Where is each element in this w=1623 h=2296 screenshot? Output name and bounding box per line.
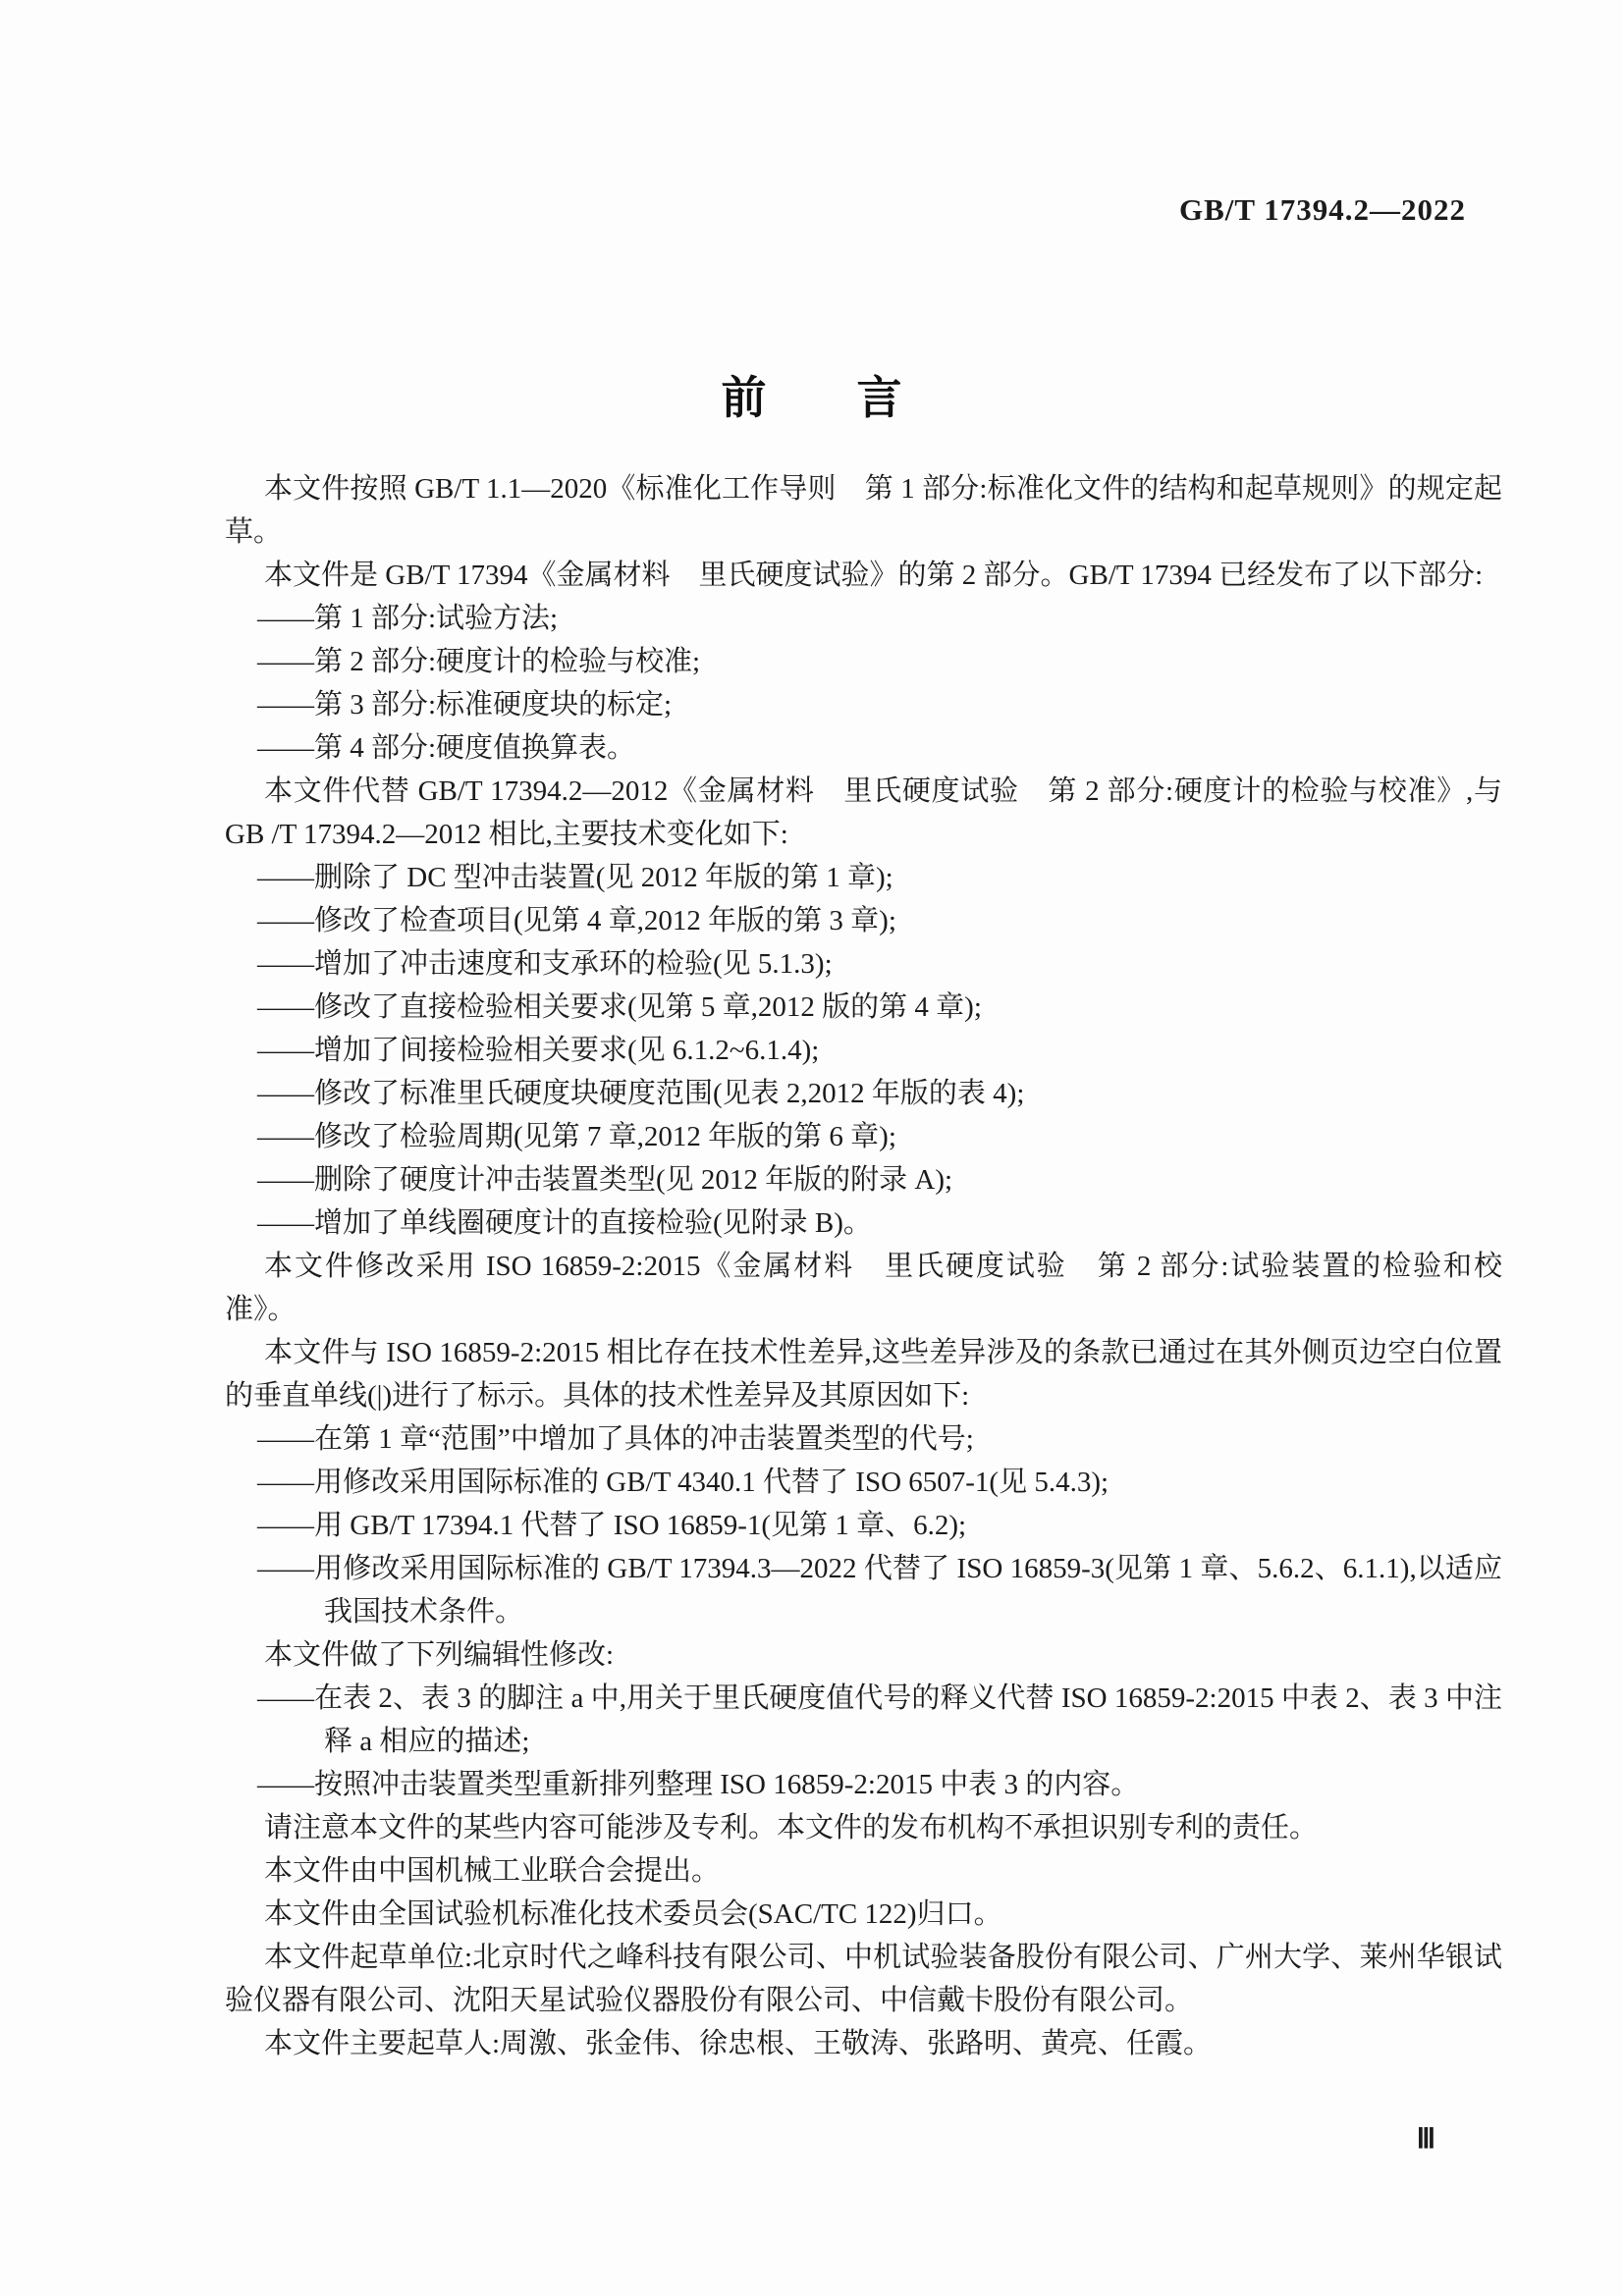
foreword-list-item: ——在表 2、表 3 的脚注 a 中,用关于里氏硬度值代号的释义代替 ISO 16859-2:2015 中表 2、表 3 中注释 a 相应的描述; xyxy=(257,1682,1502,1757)
foreword-list-item: ——用修改采用国际标准的 GB/T 17394.3—2022 代替了 ISO 16859-3(见第 1 章、5.6.2、6.1.1),以适应我国技术条件。 xyxy=(257,1553,1503,1628)
foreword-paragraph: 本文件做了下列编辑性修改: xyxy=(264,1639,615,1671)
foreword-list-item: ——删除了硬度计冲击装置类型(见 2012 年版的附录 A); xyxy=(257,1164,953,1196)
foreword-list-item: ——增加了间接检验相关要求(见 6.1.2~6.1.4); xyxy=(257,1035,820,1066)
foreword-paragraph: 本文件与 ISO 16859-2:2015 相比存在技术性差异,这些差异涉及的条款已通过在其外侧页边空白位置的垂直单线(|)进行了标示。具体的技术性差异及其原因如下: xyxy=(225,1337,1502,1412)
foreword-paragraph: 本文件起草单位:北京时代之峰科技有限公司、中机试验装备股份有限公司、广州大学、莱州华银试验仪器有限公司、沈阳天星试验仪器股份有限公司、中信戴卡股份有限公司。 xyxy=(225,1942,1502,2016)
document-number: GB/T 17394.2—2022 xyxy=(1178,192,1466,227)
foreword-list-item: ——用修改采用国际标准的 GB/T 4340.1 代替了 ISO 6507-1(见 5.4.3); xyxy=(257,1467,1109,1498)
foreword-paragraph: 本文件是 GB/T 17394《金属材料 里氏硬度试验》的第 2 部分。GB/T 17394 已经发布了以下部分: xyxy=(264,560,1484,591)
foreword-list-item: ——修改了检查项目(见第 4 章,2012 年版的第 3 章); xyxy=(257,905,896,936)
foreword-list-item: ——按照冲击装置类型重新排列整理 ISO 16859-2:2015 中表 3 的内容。 xyxy=(257,1769,1140,1800)
foreword-list-item: ——增加了单线圈硬度计的直接检验(见附录 B)。 xyxy=(257,1207,872,1239)
foreword-list-item: ——第 2 部分:硬度计的检验与校准; xyxy=(257,646,701,677)
page-number: Ⅲ xyxy=(1416,2124,1435,2155)
foreword-paragraph: 本文件修改采用 ISO 16859-2:2015《金属材料 里氏硬度试验 第 2 部分:试验装置的检验和校准》。 xyxy=(225,1251,1502,1325)
foreword-list-item: ——修改了标准里氏硬度块硬度范围(见表 2,2012 年版的表 4); xyxy=(257,1078,1025,1109)
foreword-paragraph: 本文件主要起草人:周激、张金伟、徐忠根、王敬涛、张路明、黄亮、任霞。 xyxy=(264,2028,1213,2059)
foreword-body xyxy=(225,467,1502,2065)
foreword-list-item: ——用 GB/T 17394.1 代替了 ISO 16859-1(见第 1 章、6.2); xyxy=(257,1510,967,1541)
foreword-paragraph: 本文件代替 GB/T 17394.2—2012《金属材料 里氏硬度试验 第 2 部分:硬度计的检验与校准》,与 GB /T 17394.2—2012 相比,主要技术变化如下: xyxy=(225,775,1502,850)
foreword-list-item: ——删除了 DC 型冲击装置(见 2012 年版的第 1 章); xyxy=(257,862,893,893)
foreword-list-item: ——第 4 部分:硬度值换算表。 xyxy=(257,732,636,764)
foreword-list-item: ——在第 1 章“范围”中增加了具体的冲击装置类型的代号; xyxy=(257,1423,974,1455)
foreword-list-item: ——增加了冲击速度和支承环的检验(见 5.1.3); xyxy=(257,948,833,980)
foreword-list-item: ——第 1 部分:试验方法; xyxy=(257,603,559,634)
page-title: 前 言 xyxy=(721,371,902,423)
foreword-list-item: ——修改了直接检验相关要求(见第 5 章,2012 版的第 4 章); xyxy=(257,991,982,1023)
foreword-list-item: ——第 3 部分:标准硬度块的标定; xyxy=(257,689,673,721)
foreword-paragraph: 本文件由中国机械工业联合会提出。 xyxy=(264,1855,721,1887)
foreword-list-item: ——修改了检验周期(见第 7 章,2012 年版的第 6 章); xyxy=(257,1121,896,1152)
foreword-paragraph: 请注意本文件的某些内容可能涉及专利。本文件的发布机构不承担识别专利的责任。 xyxy=(264,1812,1319,1843)
foreword-paragraph: 本文件按照 GB/T 1.1—2020《标准化工作导则 第 1 部分:标准化文件的结构和起草规则》的规定起草。 xyxy=(225,473,1502,548)
foreword-paragraph: 本文件由全国试验机标准化技术委员会(SAC/TC 122)归口。 xyxy=(264,1898,1002,1930)
